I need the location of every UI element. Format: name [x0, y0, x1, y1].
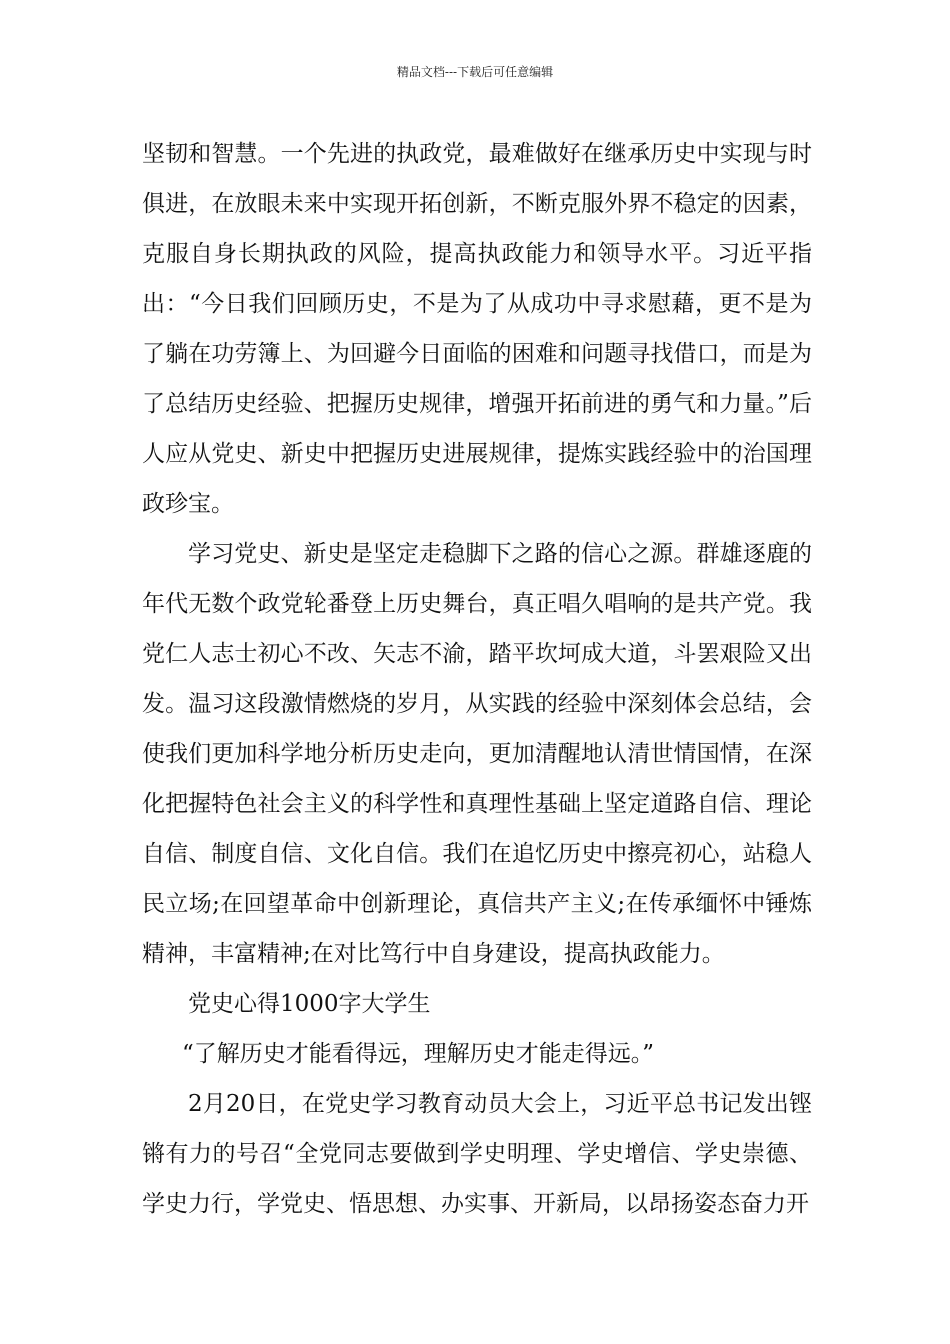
- paragraph-continuation: 坚韧和智慧。一个先进的执政党，最难做好在继承历史中实现与时俱进，在放眼未来中实现开拓创新，不断克服外界不稳定的因素，克服自身长期执政的风险，提高执政能力和领导水平。习近平指出：“今日我们回顾历史，不是为了从成功中寻求慰藉，更不是为了躺在功劳簿上、为回避今日面临的困难和问题寻找借口，而是为了总结历史经验、把握历史规律，增强开拓前进的勇气和力量。”后人应从党史、新史中把握历史进展规律，提炼实践经验中的治国理政珍宝。: [142, 141, 812, 517]
- paragraph-party-history-confidence: 学习党史、新史是坚定走稳脚下之路的信心之源。群雄逐鹿的年代无数个政党轮番登上历史舞台，真正唱久唱响的是共产党。我党仁人志士初心不改、矢志不渝，踏平坎坷成大道，斗罢艰险又出发。温习这段激情燃烧的岁月，从实践的经验中深刻体会总结，会使我们更加科学地分析历史走向，更加清醒地认清世情国情，在深化把握特色社会主义的科学性和真理性基础上坚定道路自信、理论自信、制度自信、文化自信。我们在追忆历史中擦亮初心，站稳人民立场;在回望革命中创新理论，真信共产主义;在传承缅怀中锤炼精神，丰富精神;在对比笃行中自身建设，提高执政能力。: [142, 541, 812, 967]
- quote-line: “了解历史才能看得远，理解历史才能走得远。”: [182, 1041, 655, 1067]
- page-header: 精品文档---下载后可任意编辑: [396, 65, 554, 79]
- document-body: [142, 129, 812, 1229]
- paragraph-mobilization-meeting: 2月20日，在党史学习教育动员大会上，习近平总书记发出铿锵有力的号召“全党同志要做到学史明理、学史增信、学史崇德、学史力行，学党史、悟思想、办实事、开新局，以昂扬姿态奋力开: [142, 1091, 812, 1217]
- section-heading: 党史心得1000字大学生: [188, 991, 431, 1017]
